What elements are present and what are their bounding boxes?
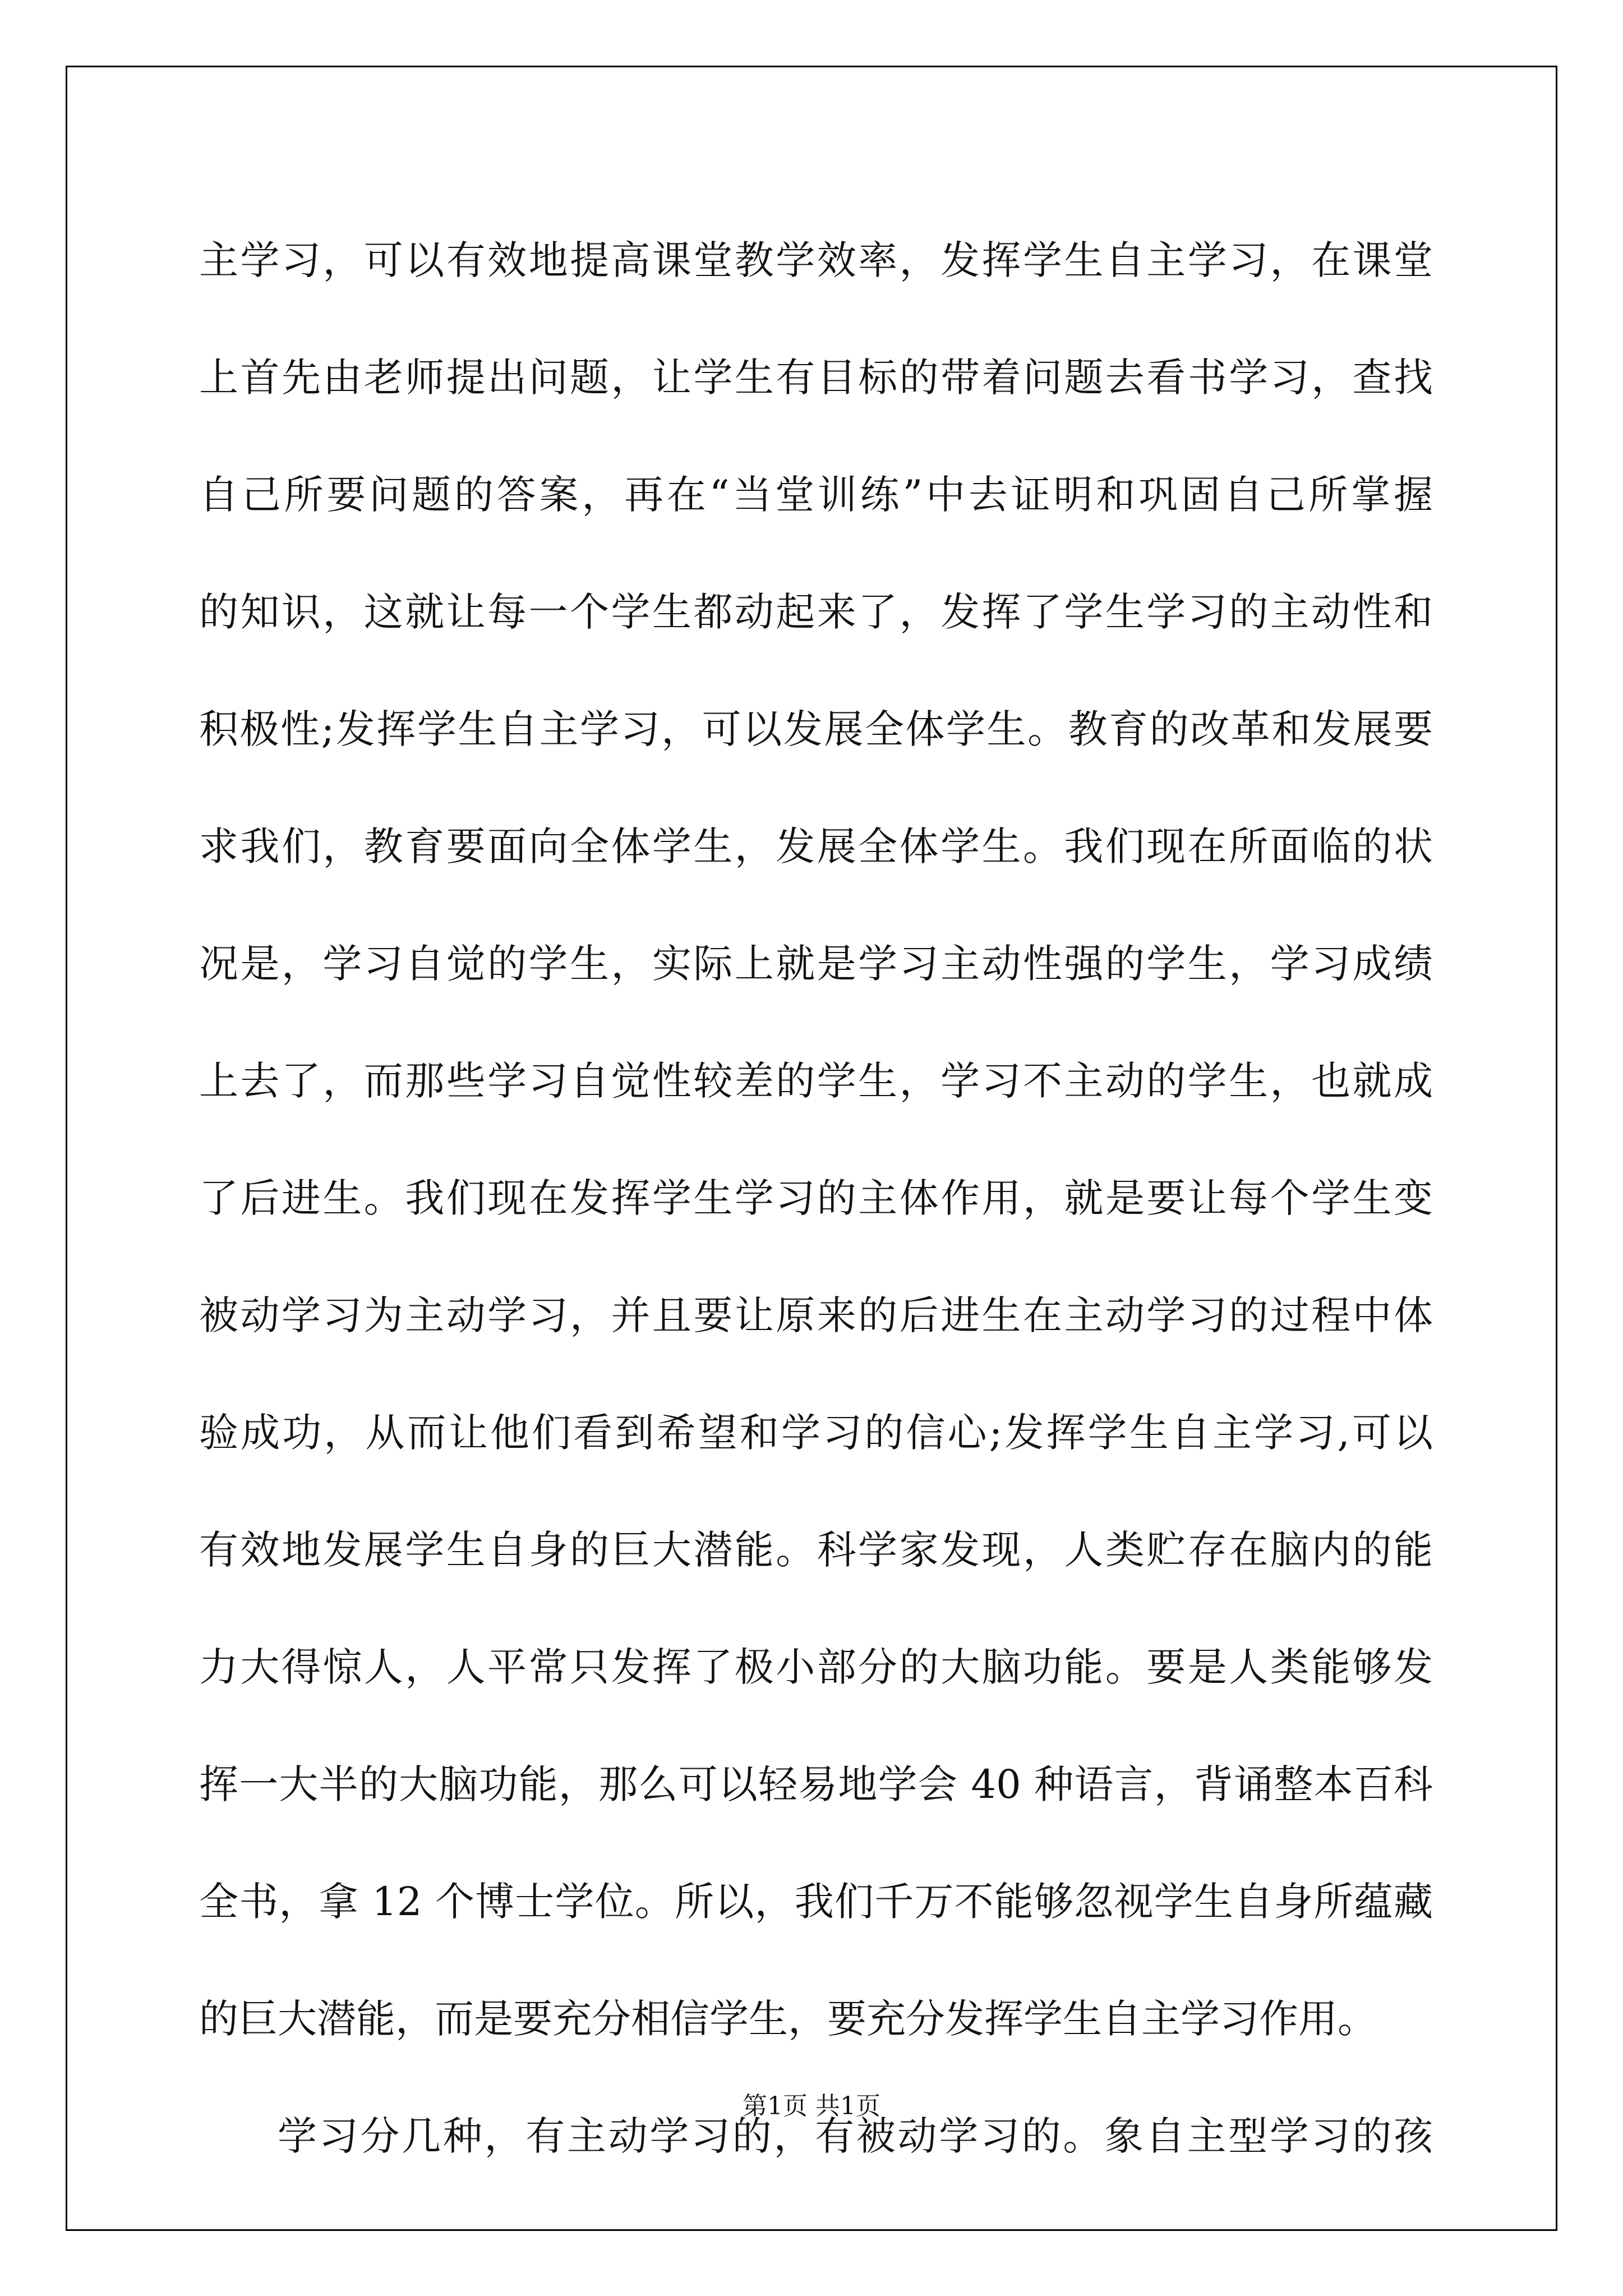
text-line: 验成功，从而让他们看到希望和学习的信心;发挥学生自主学习,可以	[199, 1410, 1433, 1456]
text-line: 被动学习为主动学习，并且要让原来的后进生在主动学习的过程中体	[199, 1292, 1433, 1338]
text-line: 主学习，可以有效地提高课堂教学效率，发挥学生自主学习，在课堂	[199, 237, 1433, 283]
text-line: 上首先由老师提出问题，让学生有目标的带着问题去看书学习，查找	[199, 355, 1433, 401]
text-line: 了后进生。我们现在发挥学生学习的主体作用，就是要让每个学生变	[199, 1175, 1433, 1221]
text-line: 全书，拿 12 个博士学位。所以，我们千万不能够忽视学生自身所蕴藏	[199, 1879, 1433, 1925]
text-line: 力大得惊人，人平常只发挥了极小部分的大脑功能。要是人类能够发	[199, 1644, 1433, 1690]
text-line: 求我们，教育要面向全体学生，发展全体学生。我们现在所面临的状	[199, 823, 1433, 869]
paragraph-first-line: 学习分几种，有主动学习的，有被动学习的。象自主型学习的孩	[278, 2113, 1433, 2159]
text-line: 积极性;发挥学生自主学习，可以发展全体学生。教育的改革和发展要	[199, 706, 1433, 752]
document-body	[199, 202, 1433, 2195]
text-line: 况是，学习自觉的学生，实际上就是学习主动性强的学生，学习成绩	[199, 941, 1433, 987]
text-line: 的知识，这就让每一个学生都动起来了，发挥了学生学习的主动性和	[199, 589, 1433, 635]
text-line: 有效地发展学生自身的巨大潜能。科学家发现，人类贮存在脑内的能	[199, 1527, 1433, 1573]
text-line: 上去了，而那些学习自觉性较差的学生，学习不主动的学生，也就成	[199, 1058, 1433, 1104]
text-line: 的巨大潜能，而是要充分相信学生，要充分发挥学生自主学习作用。	[199, 1996, 1377, 2042]
text-line: 挥一大半的大脑功能，那么可以轻易地学会 40 种语言，背诵整本百科	[199, 1761, 1433, 1807]
page-footer: 第1页 共1页	[743, 2092, 880, 2120]
text-line: 自己所要问题的答案，再在“当堂训练”中去证明和巩固自己所掌握	[199, 472, 1433, 518]
